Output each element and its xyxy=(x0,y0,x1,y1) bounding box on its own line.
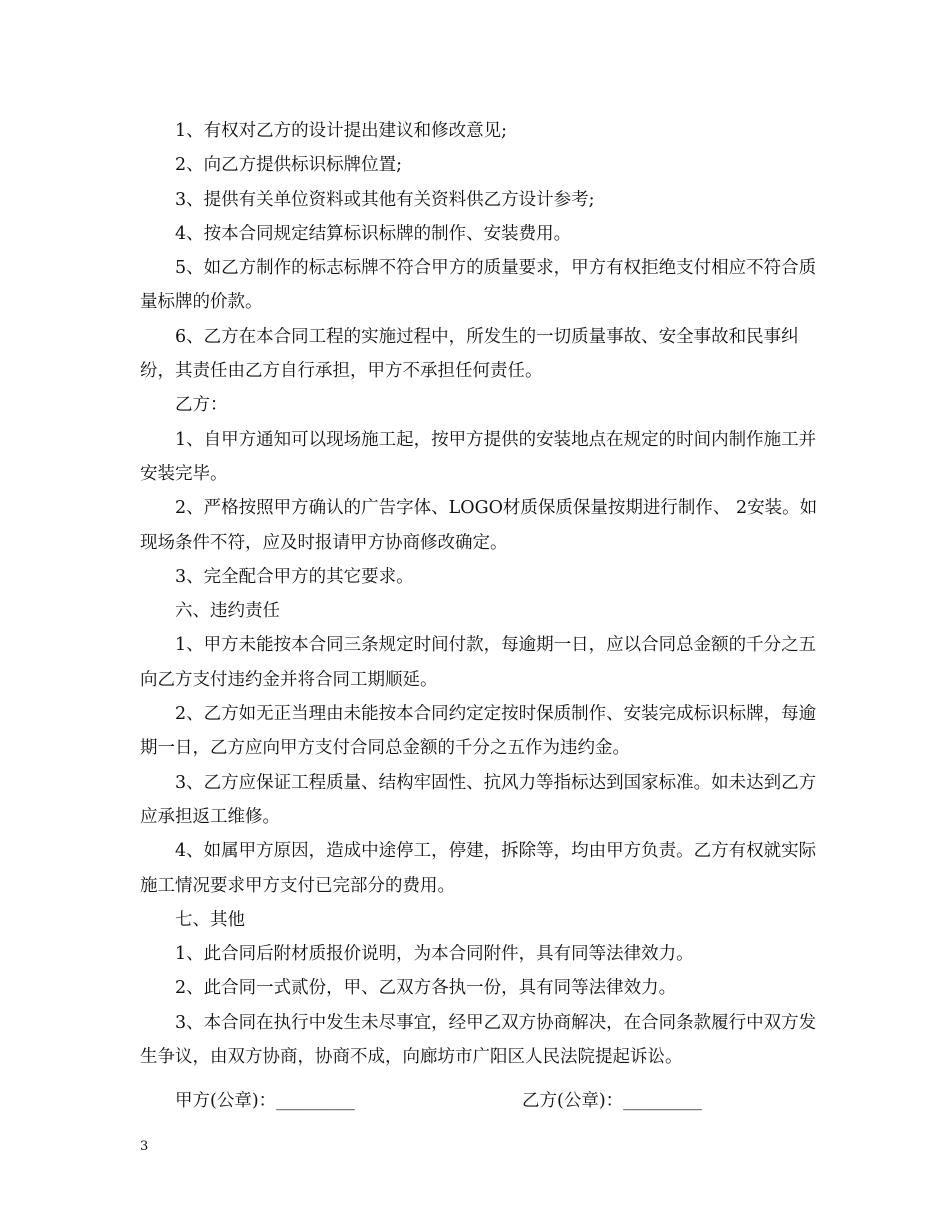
paragraph-breach-4: 4、如属甲方原因，造成中途停工，停建，拆除等，均由甲方负责。乙方有权就实际施工情况要求甲方支付已完部分的费用。 xyxy=(140,841,817,896)
paragraph-a3: 3、提供有关单位资料或其他有关资料供乙方设计参考; xyxy=(175,189,595,210)
paragraph-other-1: 1、此合同后附材质报价说明，为本合同附件，具有同等法律效力。 xyxy=(175,944,694,965)
paragraph-other-3: 3、本合同在执行中发生未尽事宜，经甲乙双方协商解决，在合同条款履行中双方发生争议，由双方协商，协商不成，向廊坊市广阳区人民法院提起诉讼。 xyxy=(140,1012,817,1068)
section-heading-breach: 六、违约责任 xyxy=(175,601,280,622)
paragraph-b3: 3、完全配合甲方的其它要求。 xyxy=(175,566,414,587)
paragraph-breach-3: 3、乙方应保证工程质量、结构牢固性、抗风力等指标达到国家标准。如未达到乙方应承担返工维修。 xyxy=(140,772,817,827)
party-a-signature-line: 甲方(公章)：_________ xyxy=(175,1091,355,1111)
paragraph-breach-2: 2、乙方如无正当理由未能按本合同约定定按时保质制作、安装完成标识标牌，每逾期一日，乙方应向甲方支付合同总金额的千分之五作为违约金。 xyxy=(140,704,817,759)
paragraph-breach-1: 1、甲方未能按本合同三条规定时间付款，每逾期一日，应以合同总金额的千分之五向乙方支付违约金并将合同工期顺延。 xyxy=(140,635,817,690)
paragraph-b2: 2、严格按照甲方确认的广告字体、LOGO材质保质保量按期进行制作、 2安装。如现场条件不符，应及时报请甲方协商修改确定。 xyxy=(140,498,818,553)
contract-body xyxy=(140,114,820,1074)
paragraph-a2: 2、向乙方提供标识标牌位置; xyxy=(175,155,403,176)
paragraph-a6: 6、乙方在本合同工程的实施过程中，所发生的一切质量事故、安全事故和民事纠纷，其责任由乙方自行承担，甲方不承担任何责任。 xyxy=(140,326,799,382)
page-number: 3 xyxy=(140,1139,149,1154)
paragraph-other-2: 2、此合同一式贰份，甲、乙双方各执一份，具有同等法律效力。 xyxy=(175,978,677,999)
party-b-signature-line: 乙方(公章)：_________ xyxy=(522,1091,702,1111)
paragraph-a5: 5、如乙方制作的标志标牌不符合甲方的质量要求，甲方有权拒绝支付相应不符合质量标牌的价款。 xyxy=(140,258,817,313)
paragraph-a4: 4、按本合同规定结算标识标牌的制作、安装费用。 xyxy=(175,223,572,244)
paragraph-a1: 1、有权对乙方的设计提出建议和修改意见; xyxy=(175,121,508,141)
paragraph-b1: 1、自甲方通知可以现场施工起，按甲方提供的安装地点在规定的时间内制作施工并安装完毕。 xyxy=(140,429,817,484)
party-b-heading: 乙方： xyxy=(175,395,228,416)
section-heading-other: 七、其他 xyxy=(175,909,245,930)
